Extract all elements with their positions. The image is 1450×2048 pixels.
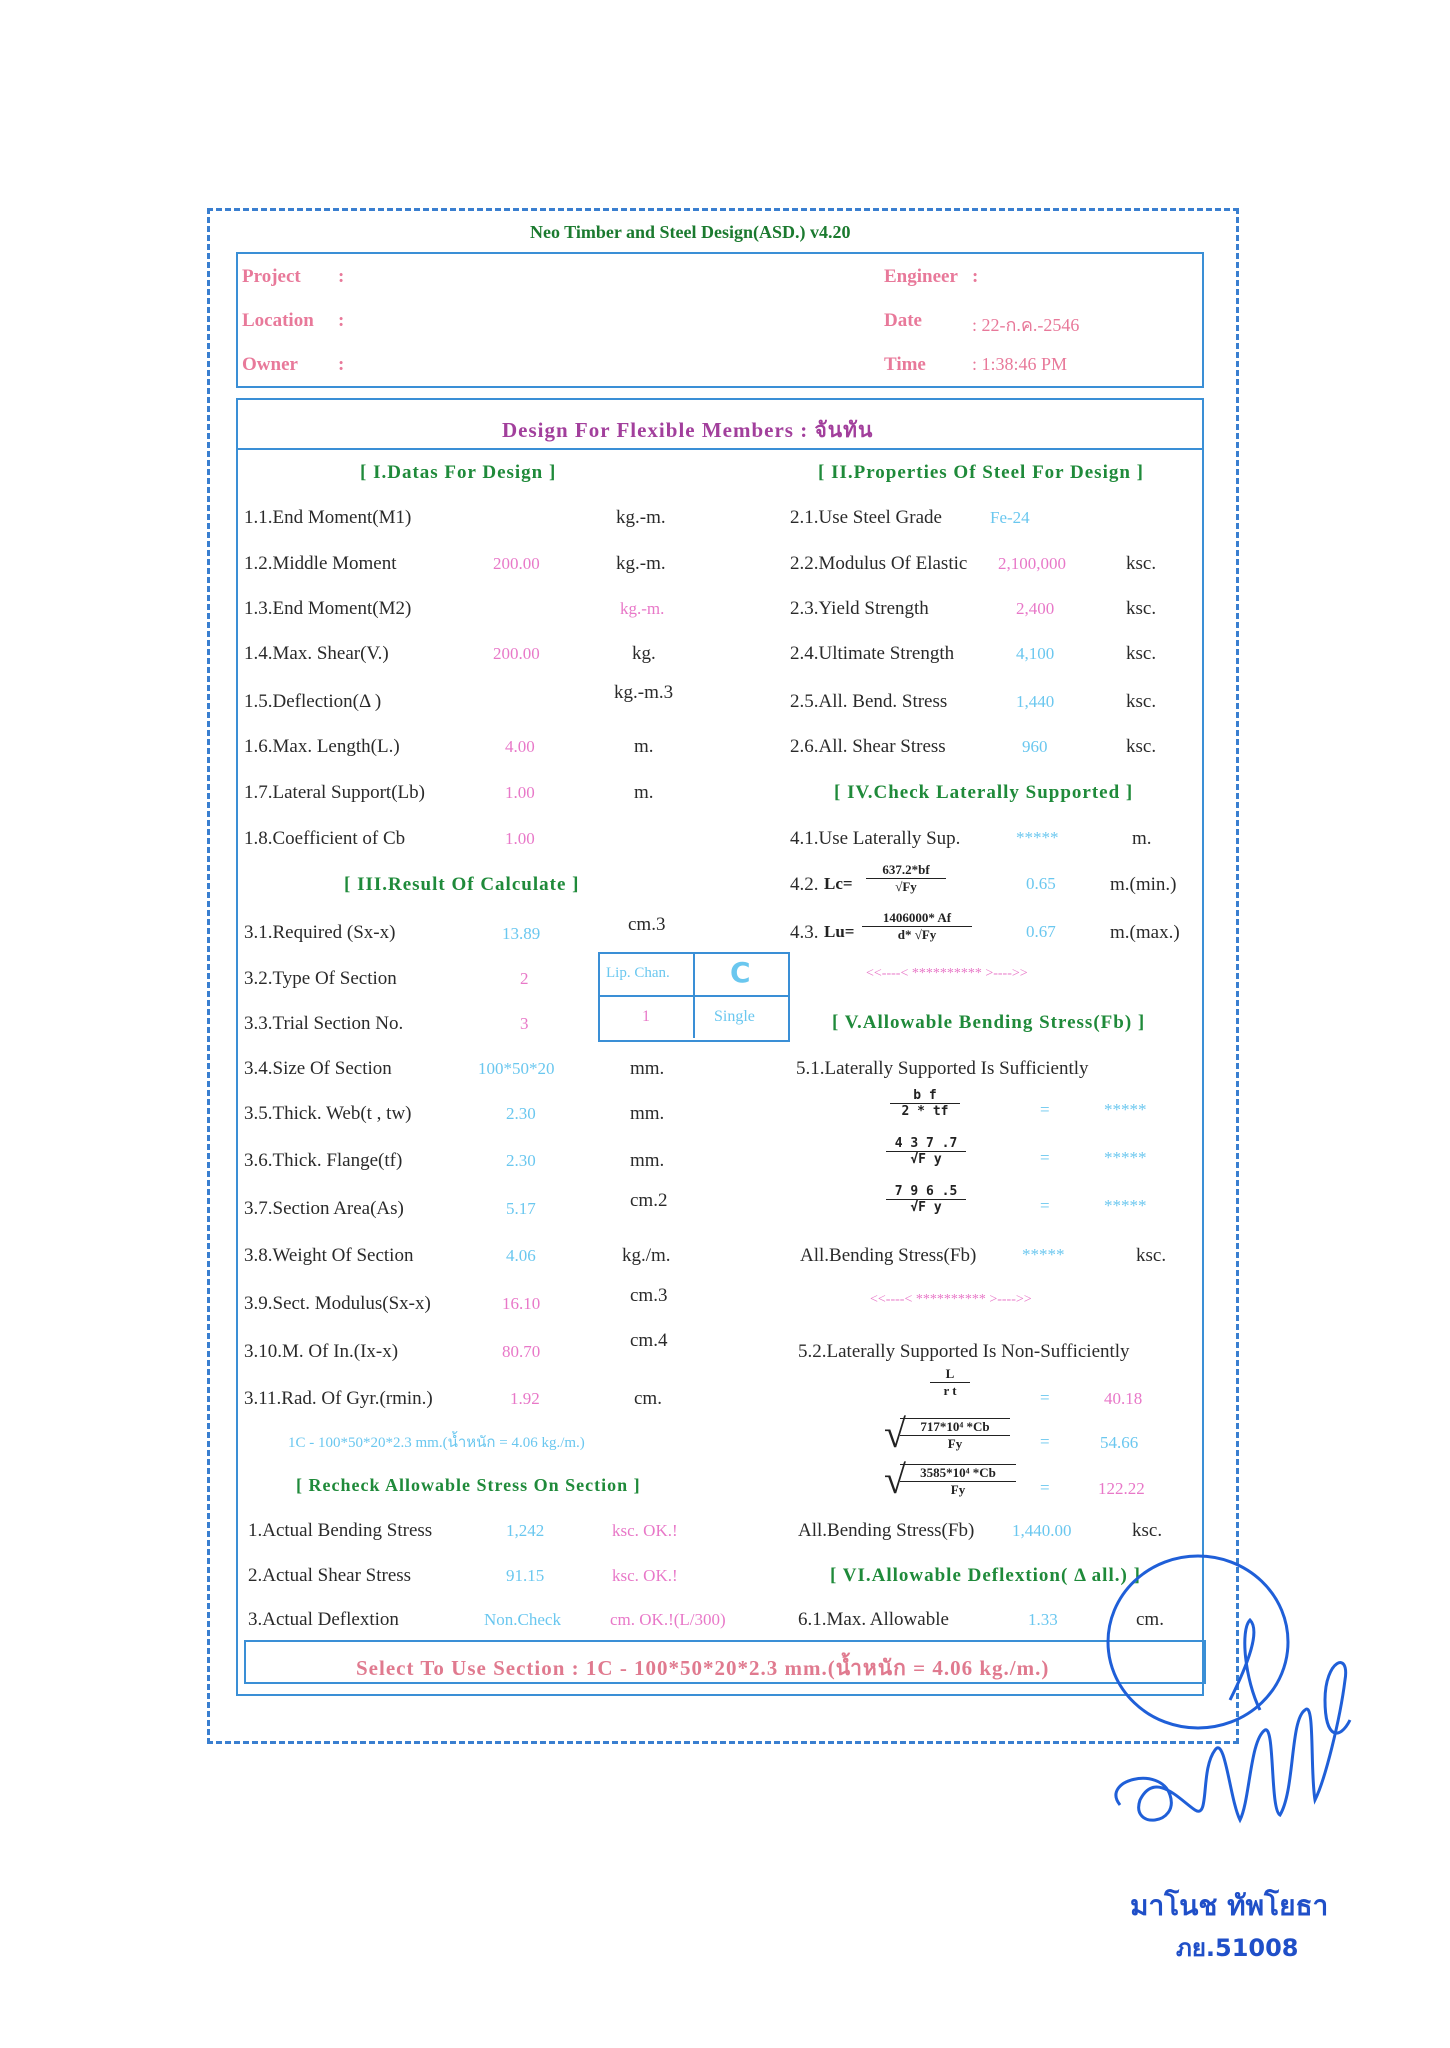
s4-row3-value: 0.67 [1026, 922, 1056, 941]
s6-row1-label: 6.1.Max. Allowable [798, 1609, 949, 1630]
s4-row2-label: 4.2. [790, 874, 819, 895]
s1-row2-value: 200.00 [493, 554, 540, 573]
date-value: : 22-ก.ค.-2546 [972, 315, 1080, 335]
main-title: Design For Flexible Members : จันทัน [502, 418, 874, 442]
s1-row6-value: 4.00 [505, 737, 535, 756]
s3-row9-unit: cm.3 [630, 1285, 668, 1306]
s3-row6-unit: mm. [630, 1150, 665, 1171]
s5-allfb-label: All.Bending Stress(Fb) [800, 1245, 977, 1266]
s5-g3-value: 122.22 [1098, 1479, 1145, 1498]
s4-row1-unit: m. [1132, 828, 1152, 849]
s2-row5-label: 2.5.All. Bend. Stress [790, 691, 948, 712]
s1-row3-label: 1.3.End Moment(M2) [244, 598, 412, 619]
s5-f3 [886, 1184, 966, 1215]
s5-f3-value: ***** [1104, 1196, 1147, 1215]
lc-formula [866, 862, 946, 895]
section3-title: [ III.Result Of Calculate ] [344, 874, 580, 895]
s3-row4-unit: mm. [630, 1058, 665, 1079]
s1-row1-unit: kg.-m. [616, 507, 666, 528]
signer-name: มาโนช ทัพโยธา [1130, 1889, 1329, 1922]
s5-f1-value: ***** [1104, 1100, 1147, 1119]
recheck-row2-unit: ksc. OK.! [612, 1566, 678, 1585]
s5-g1-value: 40.18 [1104, 1389, 1143, 1408]
recheck-row3-value: Non.Check [484, 1610, 561, 1629]
select-line: Select To Use Section : 1C - 100*50*20*2.3 mm.(น้ำหนัก = 4.06 kg./m.) [356, 1656, 1050, 1680]
s3-row7-label: 3.7.Section Area(As) [244, 1198, 404, 1219]
recheck-row3-unit: cm. OK.!(L/300) [610, 1610, 726, 1629]
s3-row9-label: 3.9.Sect. Modulus(Sx-x) [244, 1293, 431, 1314]
s5-g2-value: 54.66 [1100, 1433, 1139, 1452]
s5-divider: <<----< ********** >---->> [870, 1292, 1032, 1307]
s3-row10-label: 3.10.M. Of In.(Ix-x) [244, 1341, 399, 1362]
section-type-cell4: Single [714, 1008, 755, 1025]
section-summary: 1C - 100*50*20*2.3 mm.(น้ำหนัก = 4.06 kg./m.) [288, 1435, 585, 1451]
s5-f2 [886, 1136, 966, 1167]
section-type-cell2: C [730, 956, 751, 989]
s5-sub1: 5.1.Laterally Supported Is Sufficiently [796, 1058, 1089, 1079]
recheck-row3-label: 3.Actual Deflextion [248, 1609, 399, 1630]
recheck-row2-label: 2.Actual Shear Stress [248, 1565, 412, 1586]
s3-row5-label: 3.5.Thick. Web(t , tw) [244, 1103, 412, 1124]
s6-row1-value: 1.33 [1028, 1610, 1058, 1629]
s5-f3-den: √F y [910, 1200, 942, 1215]
s5-f3-num: 7 9 6 .5 [886, 1184, 966, 1200]
s3-row4-label: 3.4.Size Of Section [244, 1058, 392, 1079]
time-label: Time [884, 354, 926, 375]
s2-row3-unit: ksc. [1126, 598, 1157, 619]
s3-row1-unit: cm.3 [628, 914, 666, 935]
s4-row2-value: 0.65 [1026, 874, 1056, 893]
s3-row10-unit: cm.4 [630, 1330, 668, 1351]
s4-row3-unit: m.(max.) [1110, 922, 1180, 943]
s5-g3-eq: = [1040, 1478, 1050, 1497]
s1-row8-value: 1.00 [505, 829, 535, 848]
s1-row2-label: 1.2.Middle Moment [244, 553, 397, 574]
s3-row7-unit: cm.2 [630, 1190, 668, 1211]
s5-g3 [900, 1464, 1016, 1498]
time-value: : 1:38:46 PM [972, 354, 1068, 374]
lu-numerator: 1406000* Af [862, 910, 972, 927]
s5-f1-num: b f [890, 1088, 960, 1104]
s3-row8-value: 4.06 [506, 1246, 536, 1265]
s2-row4-unit: ksc. [1126, 643, 1157, 664]
s3-row4-value: 100*50*20 [478, 1059, 555, 1078]
recheck-row1-value: 1,242 [506, 1521, 545, 1540]
s5-allfb2-unit: ksc. [1132, 1520, 1163, 1541]
s3-row2-value: 2 [520, 969, 529, 988]
s2-row2-value: 2,100,000 [998, 554, 1066, 573]
s5-f3-eq: = [1040, 1196, 1050, 1215]
s3-row6-label: 3.6.Thick. Flange(tf) [244, 1150, 403, 1171]
s1-row8-label: 1.8.Coefficient of Cb [244, 828, 406, 849]
section2-title: [ II.Properties Of Steel For Design ] [818, 462, 1144, 483]
s5-g2 [900, 1418, 1010, 1452]
main-box [236, 398, 1204, 1696]
s1-row5-label: 1.5.Deflection(Δ ) [244, 691, 382, 712]
section-type-box-vdivider [693, 954, 695, 1038]
s2-row4-value: 4,100 [1016, 644, 1055, 663]
s1-row7-value: 1.00 [505, 783, 535, 802]
s5-allfb-unit: ksc. [1136, 1245, 1167, 1266]
s5-g2-den: Fy [947, 1436, 963, 1451]
location-colon: : [338, 310, 345, 331]
s3-row8-unit: kg./m. [622, 1245, 671, 1266]
s2-row1-value: Fe-24 [990, 508, 1030, 527]
s5-f1-eq: = [1040, 1100, 1050, 1119]
sqrt-sign-2: √ [884, 1457, 906, 1502]
s1-row4-value: 200.00 [493, 644, 540, 663]
engineer-colon: : [972, 266, 979, 287]
s5-f2-den: √F y [910, 1152, 942, 1167]
s2-row1-label: 2.1.Use Steel Grade [790, 507, 942, 528]
section-type-cell1: Lip. Chan. [606, 965, 670, 981]
s1-row5-unit: kg.-m.3 [614, 682, 674, 703]
s2-row2-unit: ksc. [1126, 553, 1157, 574]
s1-row7-unit: m. [634, 782, 654, 803]
recheck-title: [ Recheck Allowable Stress On Section ] [296, 1475, 641, 1495]
location-label: Location [242, 310, 314, 331]
section-type-cell3: 1 [642, 1008, 650, 1025]
s1-row2-unit: kg.-m. [616, 553, 666, 574]
s1-row3-unit: kg.-m. [620, 599, 665, 618]
s2-row5-value: 1,440 [1016, 692, 1055, 711]
s5-f2-num: 4 3 7 .7 [886, 1136, 966, 1152]
s4-row1-label: 4.1.Use Laterally Sup. [790, 828, 961, 849]
s2-row6-unit: ksc. [1126, 736, 1157, 757]
s3-row3-value: 3 [520, 1014, 529, 1033]
s4-divider: <<----< ********** >---->> [866, 966, 1028, 981]
s2-row3-label: 2.3.Yield Strength [790, 598, 929, 619]
s3-row6-value: 2.30 [506, 1151, 536, 1170]
section5-title: [ V.Allowable Bending Stress(Fb) ] [832, 1012, 1146, 1033]
s5-f1 [890, 1088, 960, 1119]
lc-symbol: Lc= [824, 874, 853, 893]
s1-row7-label: 1.7.Lateral Support(Lb) [244, 782, 425, 803]
s3-row1-value: 13.89 [502, 924, 541, 943]
s5-f2-value: ***** [1104, 1148, 1147, 1167]
s2-row3-value: 2,400 [1016, 599, 1055, 618]
s3-row11-label: 3.11.Rad. Of Gyr.(rmin.) [244, 1388, 433, 1409]
lu-denominator: d* √Fy [897, 927, 937, 942]
s3-row10-value: 80.70 [502, 1342, 541, 1361]
s3-row8-label: 3.8.Weight Of Section [244, 1245, 414, 1266]
s5-allfb2-label: All.Bending Stress(Fb) [798, 1520, 975, 1541]
section6-title: [ VI.Allowable Deflextion( Δ all.) ] [830, 1565, 1141, 1586]
lc-denominator: √Fy [895, 879, 917, 894]
s1-row4-label: 1.4.Max. Shear(V.) [244, 643, 389, 664]
s3-row11-unit: cm. [634, 1388, 662, 1409]
s2-row6-value: 960 [1022, 737, 1048, 756]
s3-row7-value: 5.17 [506, 1199, 536, 1218]
lu-formula [862, 910, 972, 943]
s5-g1-eq: = [1040, 1388, 1050, 1407]
s5-g1-den: r t [943, 1383, 957, 1398]
date-label: Date [884, 310, 922, 331]
s6-row1-unit: cm. [1136, 1609, 1164, 1630]
lc-numerator: 637.2*bf [866, 862, 946, 879]
s4-row3-label: 4.3. [790, 922, 819, 943]
s5-sub2: 5.2.Laterally Supported Is Non-Sufficiently [798, 1341, 1130, 1362]
s1-row6-label: 1.6.Max. Length(L.) [244, 736, 400, 757]
s2-row6-label: 2.6.All. Shear Stress [790, 736, 946, 757]
s5-g2-num: 717*10⁴ *Cb [900, 1419, 1010, 1436]
recheck-row1-label: 1.Actual Bending Stress [248, 1520, 433, 1541]
project-label: Project [242, 266, 301, 287]
s5-allfb2-value: 1,440.00 [1012, 1521, 1072, 1540]
s4-row2-unit: m.(min.) [1110, 874, 1177, 895]
signature-drawing [1100, 1550, 1360, 1860]
s1-row4-unit: kg. [632, 643, 656, 664]
s2-row2-label: 2.2.Modulus Of Elastic [790, 553, 968, 574]
s5-g3-den: Fy [950, 1482, 966, 1497]
s3-row11-value: 1.92 [510, 1389, 540, 1408]
s3-row3-label: 3.3.Trial Section No. [244, 1013, 404, 1034]
owner-label: Owner [242, 354, 298, 375]
s1-row1-label: 1.1.End Moment(M1) [244, 507, 412, 528]
s5-g1-num: L [930, 1366, 970, 1383]
recheck-row2-value: 91.15 [506, 1566, 545, 1585]
s4-row1-value: ***** [1016, 828, 1059, 847]
s5-f2-eq: = [1040, 1148, 1050, 1167]
lu-symbol: Lu= [824, 922, 855, 941]
engineer-label: Engineer [884, 266, 958, 287]
s2-row5-unit: ksc. [1126, 691, 1157, 712]
s3-row5-unit: mm. [630, 1103, 665, 1124]
s3-row9-value: 16.10 [502, 1294, 541, 1313]
recheck-row1-unit: ksc. OK.! [612, 1521, 678, 1540]
signer-license: ภย.51008 [1176, 1934, 1299, 1962]
section4-title: [ IV.Check Laterally Supported ] [834, 782, 1134, 803]
s3-row2-label: 3.2.Type Of Section [244, 968, 397, 989]
section1-title: [ I.Datas For Design ] [360, 462, 557, 483]
s5-g2-eq: = [1040, 1432, 1050, 1451]
s2-row4-label: 2.4.Ultimate Strength [790, 643, 955, 664]
s5-g1 [930, 1366, 970, 1399]
s5-g3-num: 3585*10⁴ *Cb [900, 1465, 1016, 1482]
s3-row1-label: 3.1.Required (Sx-x) [244, 922, 396, 943]
s3-row5-value: 2.30 [506, 1104, 536, 1123]
sqrt-sign-1: √ [884, 1411, 906, 1456]
s1-row6-unit: m. [634, 736, 654, 757]
project-colon: : [338, 266, 345, 287]
app-title: Neo Timber and Steel Design(ASD.) v4.20 [530, 222, 851, 242]
s5-f1-den: 2 * tf [901, 1104, 949, 1119]
s5-allfb-value: ***** [1022, 1245, 1065, 1264]
main-title-divider [238, 448, 1202, 450]
owner-colon: : [338, 354, 345, 375]
